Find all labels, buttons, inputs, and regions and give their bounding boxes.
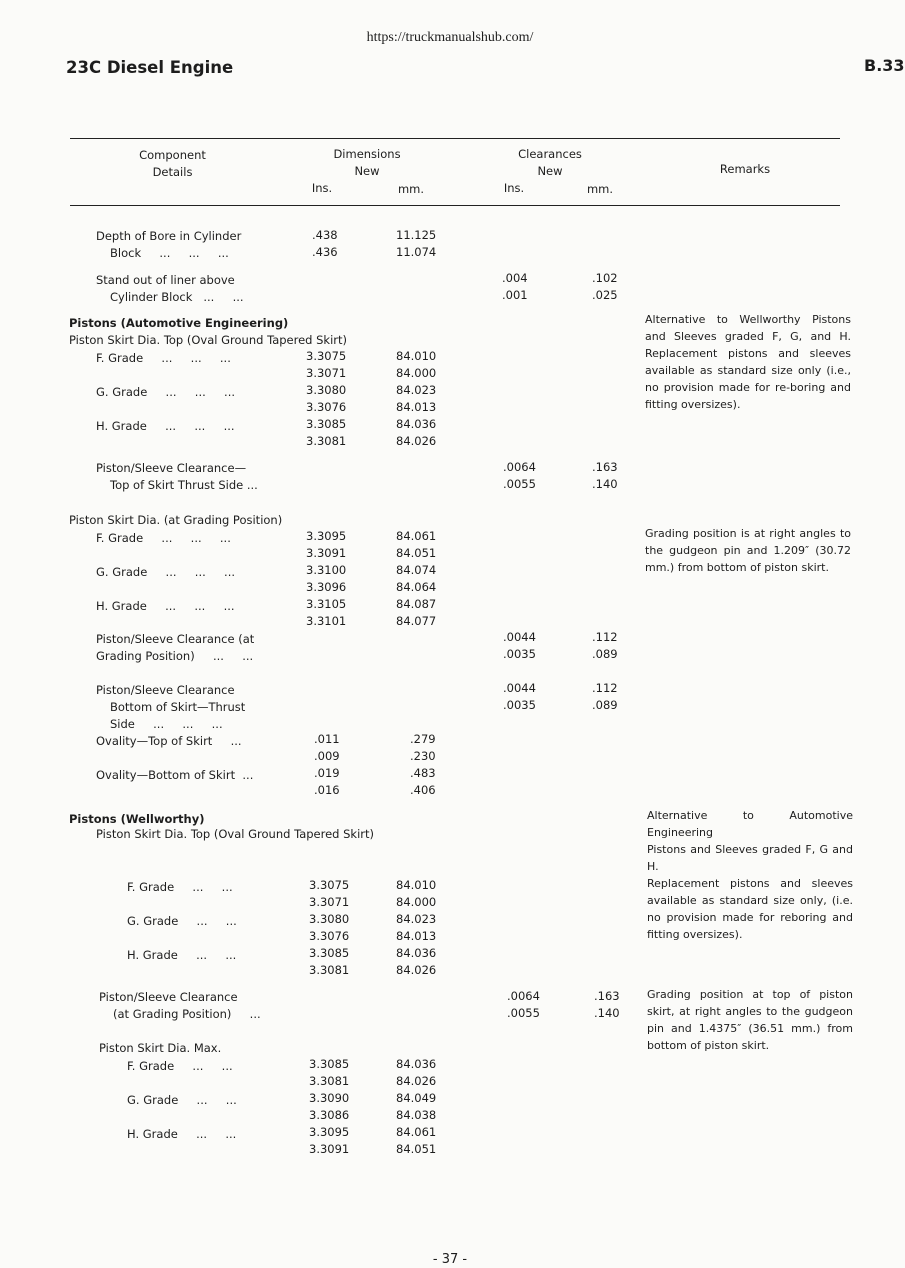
- dim-ins: 3.3080: [306, 383, 347, 397]
- clr-ins: .0064: [503, 460, 536, 474]
- row-label: Side ... ... ...: [110, 717, 223, 731]
- dim-mm: 84.026: [396, 434, 437, 448]
- row-label: Grading Position) ... ...: [96, 649, 254, 663]
- col-remarks: Remarks: [719, 162, 771, 176]
- clr-mm: .112: [592, 681, 618, 695]
- dim-ins: 3.3091: [309, 1142, 350, 1156]
- row-label: (at Grading Position) ...: [113, 1007, 261, 1021]
- dim-ins: 3.3101: [306, 614, 347, 628]
- dim-mm: 84.074: [396, 563, 437, 577]
- row-label: G. Grade ... ... ...: [96, 565, 236, 579]
- clr-ins: .0055: [503, 477, 536, 491]
- row-label: Stand out of liner above: [96, 273, 235, 287]
- clr-mm: .163: [594, 989, 620, 1003]
- clr-ins: .0044: [503, 630, 536, 644]
- clr-ins: .0035: [503, 698, 536, 712]
- page-title: 23C Diesel Engine: [66, 58, 234, 77]
- dim-ins: 3.3081: [309, 1074, 350, 1088]
- row-label: F. Grade ... ... ...: [96, 531, 231, 545]
- section-heading: Pistons (Wellworthy): [69, 812, 205, 826]
- clr-mm: .163: [592, 460, 618, 474]
- row-label: Block ... ... ...: [110, 246, 229, 260]
- dim-ins: 3.3075: [309, 878, 350, 892]
- dim-mm: 84.010: [396, 349, 437, 363]
- dim-mm: 84.026: [396, 1074, 437, 1088]
- clr-mm: .140: [592, 477, 618, 491]
- dim-mm: .279: [410, 732, 436, 746]
- dim-ins: 3.3085: [309, 1057, 350, 1071]
- dim-mm: 84.013: [396, 400, 437, 414]
- dim-ins: 3.3096: [306, 580, 347, 594]
- clr-mm: .112: [592, 630, 618, 644]
- remark: Alternative to Wellworthy Pistons and Sleeves graded F, G, and H. Replacement pistons and sleeves available as standard size only (i.e., no provision made for re-boring and fitting oversizes).: [645, 313, 851, 411]
- clr-ins: .001: [502, 288, 528, 302]
- remark: Pistons and Sleeves graded F, G and H.: [647, 843, 853, 873]
- dim-ins: 3.3105: [306, 597, 347, 611]
- section-subheading: Piston Skirt Dia. Max.: [99, 1041, 222, 1055]
- clr-mm: .089: [592, 647, 618, 661]
- dim-mm: 84.013: [396, 929, 437, 943]
- dim-mm: 84.000: [396, 895, 437, 909]
- clr-mm: .025: [592, 288, 618, 302]
- col-clearances: Clearances: [518, 147, 582, 161]
- dim-mm: 11.074: [396, 245, 437, 259]
- dim-ins: 3.3085: [309, 946, 350, 960]
- dim-mm: 84.061: [396, 529, 437, 543]
- table-top-rule: [70, 138, 840, 139]
- dim-ins: .016: [314, 783, 340, 797]
- section-subheading: Piston Skirt Dia. Top (Oval Ground Tapered Skirt): [96, 827, 374, 841]
- col-clr-new: New: [537, 164, 563, 178]
- col-clr-mm: mm.: [586, 182, 614, 196]
- dim-ins: 3.3081: [309, 963, 350, 977]
- dim-ins: 3.3100: [306, 563, 347, 577]
- clr-mm: .102: [592, 271, 618, 285]
- page-code: B.33: [864, 56, 905, 75]
- col-dimensions: Dimensions: [333, 147, 401, 161]
- row-label: F. Grade ... ...: [127, 1059, 233, 1073]
- row-label: Piston/Sleeve Clearance (at: [96, 632, 255, 646]
- dim-mm: 84.061: [396, 1125, 437, 1139]
- clr-ins: .0064: [507, 989, 540, 1003]
- row-label: Ovality—Top of Skirt ...: [96, 734, 242, 748]
- col-dim-ins: Ins.: [311, 181, 333, 195]
- dim-mm: 84.051: [396, 546, 437, 560]
- dim-mm: 84.023: [396, 912, 437, 926]
- dim-ins: 3.3071: [309, 895, 350, 909]
- dim-mm: 84.026: [396, 963, 437, 977]
- dim-mm: .483: [410, 766, 436, 780]
- dim-ins: 3.3091: [306, 546, 347, 560]
- dim-mm: .230: [410, 749, 436, 763]
- remark: Replacement pistons and sleeves available as standard size only, (i.e. no provision made for reboring and fitting oversizes).: [647, 877, 853, 941]
- dim-mm: 84.051: [396, 1142, 437, 1156]
- dim-ins: .011: [314, 732, 340, 746]
- row-label: Top of Skirt Thrust Side ...: [110, 478, 258, 492]
- dim-mm: 84.010: [396, 878, 437, 892]
- row-label: Piston/Sleeve Clearance: [99, 990, 238, 1004]
- row-label: Piston/Sleeve Clearance—: [96, 461, 247, 475]
- row-label: Ovality—Bottom of Skirt ...: [96, 768, 254, 782]
- dim-mm: .406: [410, 783, 436, 797]
- dim-ins: .436: [312, 245, 338, 259]
- dim-mm: 84.036: [396, 417, 437, 431]
- dim-ins: 3.3076: [306, 400, 347, 414]
- dim-ins: 3.3085: [306, 417, 347, 431]
- row-label: G. Grade ... ...: [127, 1093, 237, 1107]
- dim-ins: 3.3090: [309, 1091, 350, 1105]
- clr-ins: .0035: [503, 647, 536, 661]
- col-details: Details: [152, 165, 193, 179]
- section-subheading: Piston Skirt Dia. Top (Oval Ground Tapered Skirt): [69, 333, 347, 347]
- clr-mm: .089: [592, 698, 618, 712]
- dim-ins: .009: [314, 749, 340, 763]
- dim-mm: 84.038: [396, 1108, 437, 1122]
- dim-ins: 3.3086: [309, 1108, 350, 1122]
- dim-mm: 84.000: [396, 366, 437, 380]
- row-label: H. Grade ... ... ...: [96, 419, 235, 433]
- section-heading: Pistons (Automotive Engineering): [69, 316, 289, 330]
- source-url: https://truckmanualshub.com/: [366, 30, 534, 45]
- row-label: Bottom of Skirt—Thrust: [110, 700, 246, 714]
- dim-ins: .438: [312, 228, 338, 242]
- col-clr-ins: Ins.: [503, 181, 525, 195]
- dim-ins: 3.3081: [306, 434, 347, 448]
- row-label: Cylinder Block ... ...: [110, 290, 244, 304]
- remark: Grading position at top of piston skirt, at right angles to the gudgeon pin and 1.4375″ (36.51 mm.) from bottom of piston skirt.: [647, 988, 853, 1052]
- page-number: - 37 -: [432, 1252, 468, 1267]
- clr-ins: .004: [502, 271, 528, 285]
- remark: Grading position is at right angles to the gudgeon pin and 1.209″ (30.72 mm.) from bottom of piston skirt.: [645, 527, 851, 574]
- remark: Alternative to Automotive Engineering: [647, 809, 853, 839]
- row-label: H. Grade ... ...: [127, 1127, 237, 1141]
- col-dim-new: New: [354, 164, 380, 178]
- dim-ins: 3.3071: [306, 366, 347, 380]
- dim-mm: 84.023: [396, 383, 437, 397]
- dim-ins: 3.3076: [309, 929, 350, 943]
- row-label: Depth of Bore in Cylinder: [96, 229, 242, 243]
- col-dim-mm: mm.: [397, 182, 425, 196]
- row-label: H. Grade ... ...: [127, 948, 237, 962]
- clr-ins: .0044: [503, 681, 536, 695]
- row-label: F. Grade ... ...: [127, 880, 233, 894]
- section-subheading: Piston Skirt Dia. (at Grading Position): [69, 513, 283, 527]
- dim-ins: 3.3075: [306, 349, 347, 363]
- dim-ins: 3.3095: [309, 1125, 350, 1139]
- col-component: Component: [139, 148, 206, 162]
- dim-mm: 84.087: [396, 597, 437, 611]
- dim-mm: 11.125: [396, 228, 437, 242]
- row-label: H. Grade ... ... ...: [96, 599, 235, 613]
- row-label: Piston/Sleeve Clearance: [96, 683, 235, 697]
- row-label: G. Grade ... ...: [127, 914, 237, 928]
- dim-mm: 84.036: [396, 946, 437, 960]
- row-label: G. Grade ... ... ...: [96, 385, 236, 399]
- table-header-rule: [70, 205, 840, 206]
- row-label: F. Grade ... ... ...: [96, 351, 231, 365]
- clr-mm: .140: [594, 1006, 620, 1020]
- dim-ins: .019: [314, 766, 340, 780]
- clr-ins: .0055: [507, 1006, 540, 1020]
- dim-mm: 84.036: [396, 1057, 437, 1071]
- dim-mm: 84.077: [396, 614, 437, 628]
- dim-ins: 3.3080: [309, 912, 350, 926]
- dim-mm: 84.049: [396, 1091, 437, 1105]
- dim-mm: 84.064: [396, 580, 437, 594]
- dim-ins: 3.3095: [306, 529, 347, 543]
